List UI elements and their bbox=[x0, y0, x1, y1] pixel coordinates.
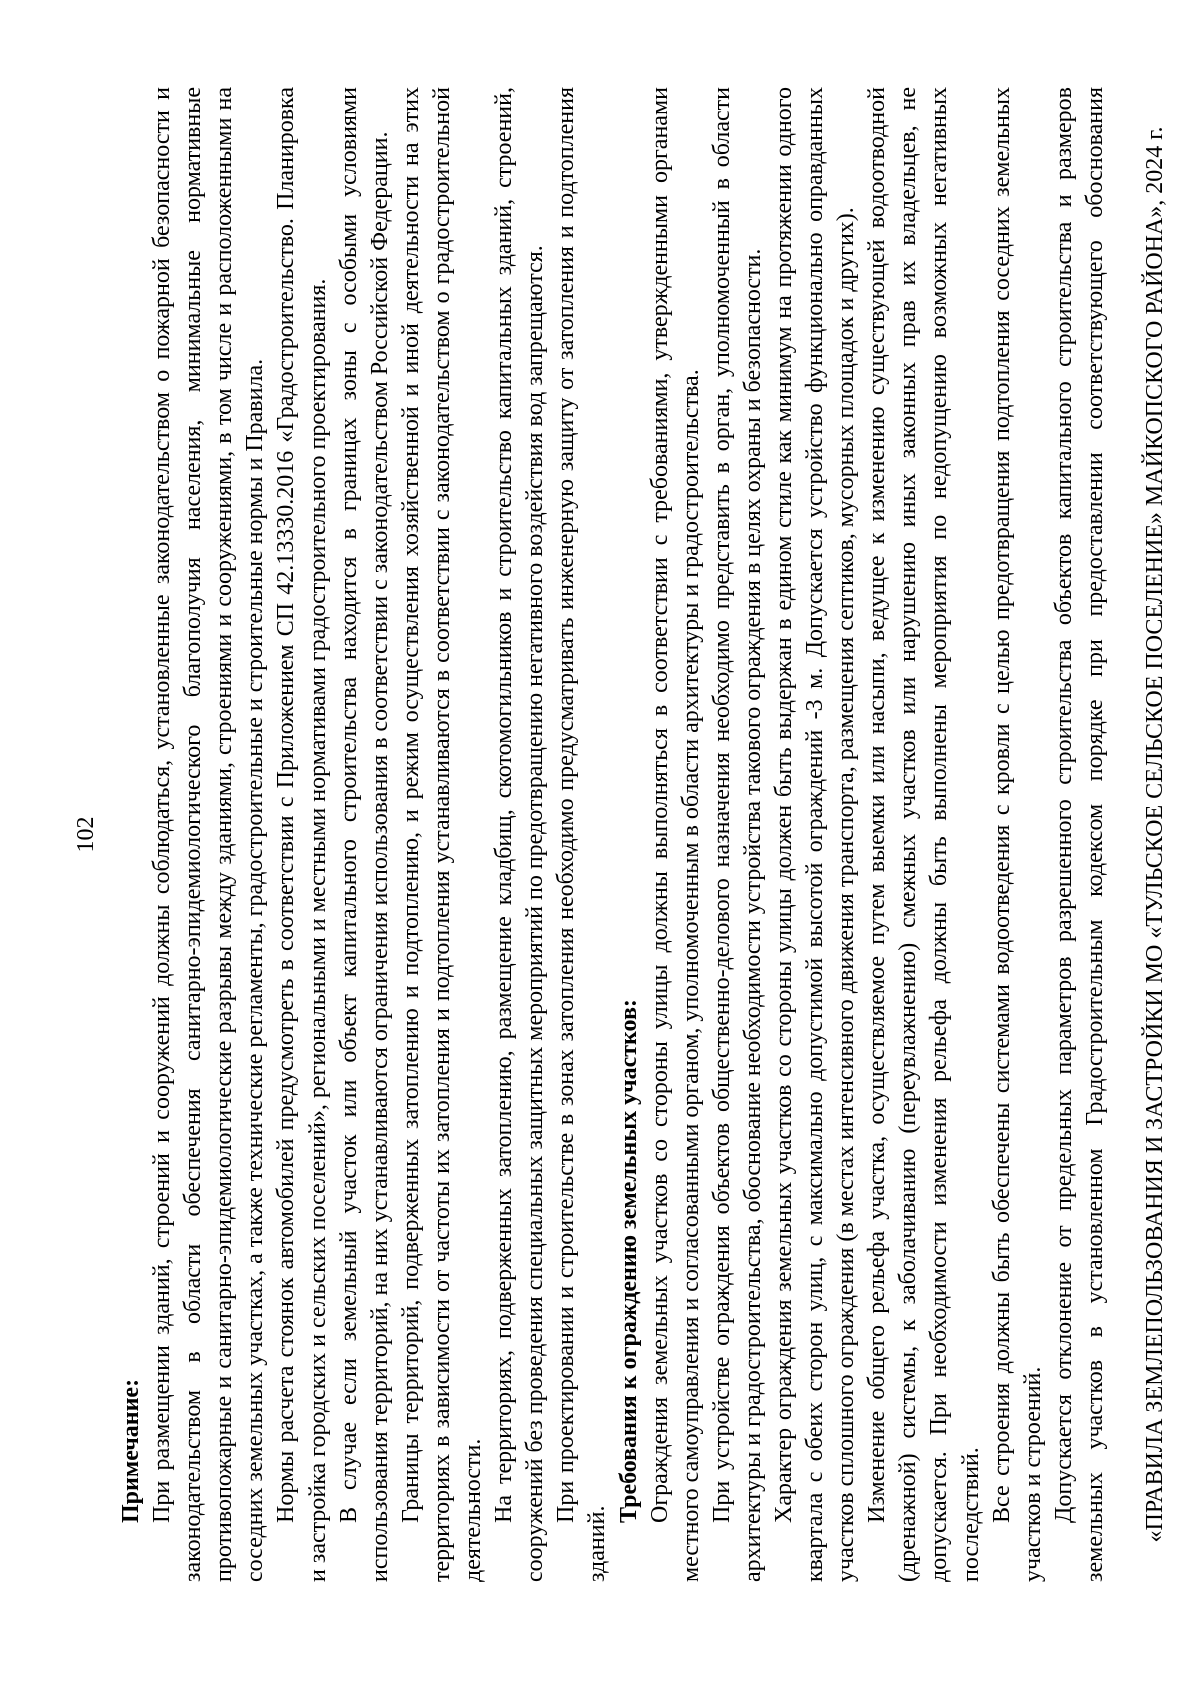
text-line: Ограждения земельных участков со стороны улицы должны выполняться в соответствии с требованиями, утвержденными органами bbox=[646, 87, 673, 1523]
text-line: деятельности. bbox=[460, 1438, 487, 1582]
text-line: допускается. При необходимости изменения рельефа должны быть выполнены мероприятия по недопущению возможных негативных bbox=[926, 87, 953, 1582]
text-line: соседних земельных участках, а также технические регламенты, градостроительные и строительные нормы и Правила. bbox=[242, 358, 269, 1582]
text-line: Все строения должны быть обеспечены системами водоотведения с кровли с целью предотвращения подтопления соседних земельных bbox=[988, 87, 1015, 1523]
text-line: зданий. bbox=[584, 1505, 611, 1582]
text-line: Изменение общего рельефа участка, осуществляемое путем выемки или насыпи, ведущее к изменению существующей водоотводной bbox=[864, 87, 891, 1523]
text-line: квартала с обеих сторон улиц, с максимально допустимой высотой ограждений -3 м. Допускается устройство функционально оправданных bbox=[802, 87, 829, 1582]
text-line: (дренажной) системы, к заболачиванию (переувлажнению) смежных участков или нарушению иных законных прав их владельцев, не bbox=[895, 87, 922, 1582]
text-line: участков и строений. bbox=[1019, 1366, 1046, 1582]
page-footer: «ПРАВИЛА ЗЕМЛЕПОЛЬЗОВАНИЯ И ЗАСТРОЙКИ МО «ТУЛЬСКОЕ СЕЛЬСКОЕ ПОСЕЛЕНИЕ» МАЙКОПСКОГО РАЙОНА», 2024 г. bbox=[1142, 126, 1168, 1543]
section-heading: Требования к ограждению земельных участков: bbox=[615, 999, 642, 1523]
text-line: Допускается отклонение от предельных параметров разрешенного строительства объектов капитального строительства и размеров bbox=[1050, 87, 1077, 1523]
text-line: В случае если земельный участок или объект капитального строительства находится в границах зоны с особыми условиями bbox=[335, 87, 362, 1523]
text-line: На территориях, подверженных затоплению, размещение кладбищ, скотомогильников и строительство капитальных зданий, строений, bbox=[491, 87, 518, 1523]
page-number: 102 bbox=[73, 816, 99, 853]
text-line: и застройка городских и сельских поселений», региональными и местными нормативами градостроительного проектирования. bbox=[304, 278, 331, 1582]
section-heading: Примечание: bbox=[118, 1378, 144, 1523]
text-line: законодательством в области обеспечения санитарно-эпидемиологического благополучия населения, минимальные нормативные bbox=[180, 87, 207, 1582]
text-line: сооружений без проведения специальных защитных мероприятий по предотвращению негативного воздействия вод запрещаются. bbox=[522, 245, 549, 1582]
text-line: последствий. bbox=[957, 1447, 984, 1582]
text-line: При размещении зданий, строений и сооружений должны соблюдаться, установленные законодательством о пожарной безопасности и bbox=[149, 87, 176, 1523]
text-line: использования территорий, на них устанавливаются ограничения использования в соответствии с законодательством Российской Федерации. bbox=[366, 131, 393, 1582]
text-line: Характер ограждения земельных участков со стороны улицы должен быть выдержан в едином стиле как минимум на протяжении одного bbox=[770, 87, 797, 1523]
text-line: архитектуры и градостроительства, обоснование необходимости устройства такового ограждения в целях охраны и безопасности. bbox=[739, 248, 766, 1582]
text-line: территориях в зависимости от частоты их затопления и подтопления устанавливаются в соответствии с законодательством о градостроительной bbox=[428, 87, 455, 1582]
document-body bbox=[116, 87, 1111, 1582]
text-line: При проектировании и строительстве в зонах затопления необходимо предусматривать инженерную защиту от затопления и подтопления bbox=[553, 87, 580, 1523]
text-line: местного самоуправления и согласованными органом, уполномоченным в области архитектуры и градостроительства. bbox=[677, 369, 704, 1582]
text-line: Нормы расчета стоянок автомобилей предусмотреть в соответствии с Приложением СП 42.13330.2016 «Градостроительство. Планировка bbox=[273, 87, 300, 1523]
text-line: Границы территорий, подверженных затоплению и подтоплению, и режим осуществления хозяйственной и иной деятельности на этих bbox=[397, 87, 424, 1523]
text-line: участков сплошного ограждения (в местах интенсивного движения транспорта, размещения септиков, мусорных площадок и других). bbox=[833, 207, 860, 1582]
text-line: противопожарные и санитарно-эпидемиологические разрывы между зданиями, строениями и сооружениями, в том числе и расположенными на bbox=[211, 87, 238, 1582]
text-line: земельных участков в установленном Градостроительным кодексом порядке при предоставлении соответствующего обоснования bbox=[1081, 87, 1108, 1582]
text-line: При устройстве ограждения объектов общественно-делового назначения необходимо представить в орган, уполномоченный в области bbox=[708, 87, 735, 1523]
